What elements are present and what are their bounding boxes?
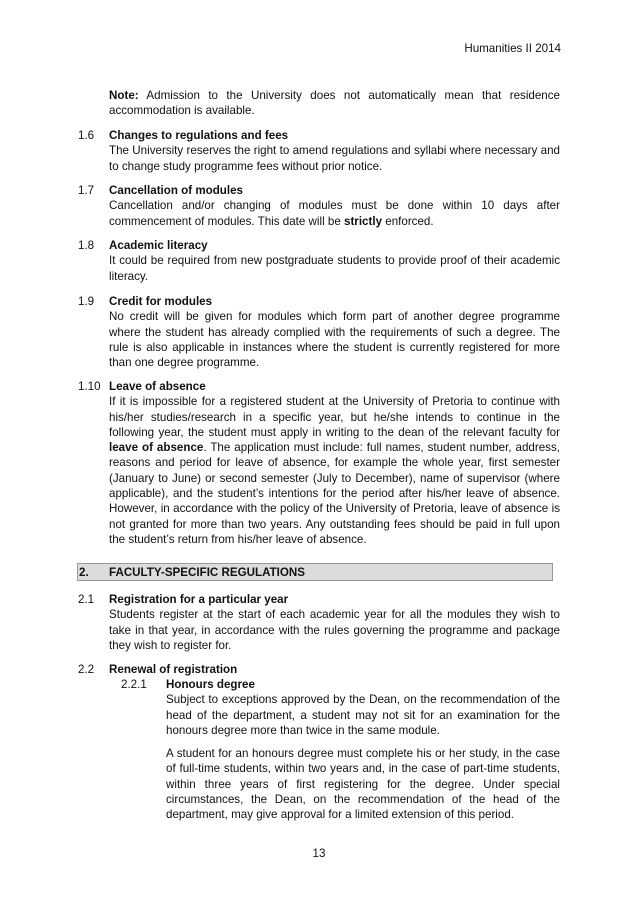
- item-title: Renewal of registration: [109, 663, 238, 676]
- subitem-paragraph-2: A student for an honours degree must complete his or her study, in the case of full-time students, within two years and, in the case of part-time students, within three years of first registering for the degree. Under special circumstances, the Dean, on the recommendation of the head of the department, may give approval for a limited extension of this period.: [166, 747, 560, 822]
- subitem-2-2-1-paragraph-2: [166, 746, 560, 822]
- section-title: FACULTY-SPECIFIC REGULATIONS: [109, 566, 306, 579]
- item-body: It could be required from new postgraduate students to provide proof of their academic literacy.: [109, 254, 560, 283]
- item-2-2: [109, 662, 560, 677]
- item-body-post: enforced.: [382, 214, 434, 228]
- item-body-post: . The application must include: full names, student number, address, reasons and period for leave of absence, for example the whole year, first semester (January to June) or second semester (July to December), name of supervisor (where applicable), and the student’s intentions for the period after his/her leave of absence. However, in accordance with the policy of the University of Pretoria, leave of absence is not granted for more than two years. Any outstanding fees should be paid in full upon the student’s return from his/her leave of absence.: [109, 441, 560, 546]
- item-body: The University reserves the right to amend regulations and syllabi where necessary and to change study programme fees without prior notice.: [109, 144, 560, 173]
- item-1-9: [109, 294, 560, 370]
- subitem-title: Honours degree: [166, 678, 255, 691]
- item-title: Changes to regulations and fees: [109, 129, 289, 142]
- page-number: 13: [312, 847, 326, 860]
- item-number-1-6: 1.6: [78, 129, 95, 142]
- item-1-7: [109, 183, 560, 229]
- item-1-6: [109, 128, 560, 174]
- item-number-1-7: 1.7: [78, 184, 95, 197]
- section-number: 2.: [79, 566, 89, 579]
- item-title: Registration for a particular year: [109, 593, 289, 606]
- item-body-bold: strictly: [344, 214, 383, 228]
- item-title: Academic literacy: [109, 239, 208, 252]
- item-number-2-2: 2.2: [78, 663, 95, 676]
- item-title: Cancellation of modules: [109, 184, 243, 197]
- item-body: Students register at the start of each academic year for all the modules they wish to take in that year, in accordance with the rules governing the programme and package they wish to register for.: [109, 608, 560, 652]
- page-header: Humanities II 2014: [464, 42, 561, 55]
- note-label: Note:: [109, 89, 139, 102]
- section-heading-bar: [77, 563, 553, 581]
- item-body-pre: If it is impossible for a registered student at the University of Pretoria to continue with his/her studies/research in a specific year, but he/she intends to continue in the following year, the student must apply in writing to the dean of the relevant faculty for: [109, 395, 560, 439]
- subitem-number-2-2-1: 2.2.1: [121, 678, 147, 691]
- subitem-2-2-1: [166, 677, 560, 738]
- item-body: No credit will be given for modules which form part of another degree programme where the student has already complied with the requirements of such a degree. The rule is also applicable in instances where the student is currently registered for more than one degree programme.: [109, 310, 560, 370]
- item-1-10: [109, 379, 560, 547]
- item-2-1: [109, 592, 560, 653]
- item-body-pre: Cancellation and/or changing of modules must be done within 10 days after commencement of modules. This date will be: [109, 199, 560, 228]
- subitem-paragraph-1: Subject to exceptions approved by the Dean, on the recommendation of the head of the department, a student may not sit for an examination for the honours degree more than twice in the same module.: [166, 693, 560, 737]
- item-body-bold: leave of absence: [109, 441, 204, 455]
- note-text: Admission to the University does not automatically mean that residence accommodation is available.: [109, 89, 560, 118]
- item-number-1-8: 1.8: [78, 239, 95, 252]
- item-number-1-9: 1.9: [78, 295, 95, 308]
- item-1-8: [109, 238, 560, 284]
- item-number-2-1: 2.1: [78, 593, 95, 606]
- note-paragraph: [109, 88, 560, 119]
- item-title: Leave of absence: [109, 380, 206, 393]
- item-title: Credit for modules: [109, 295, 213, 308]
- item-number-1-10: 1.10: [78, 380, 101, 393]
